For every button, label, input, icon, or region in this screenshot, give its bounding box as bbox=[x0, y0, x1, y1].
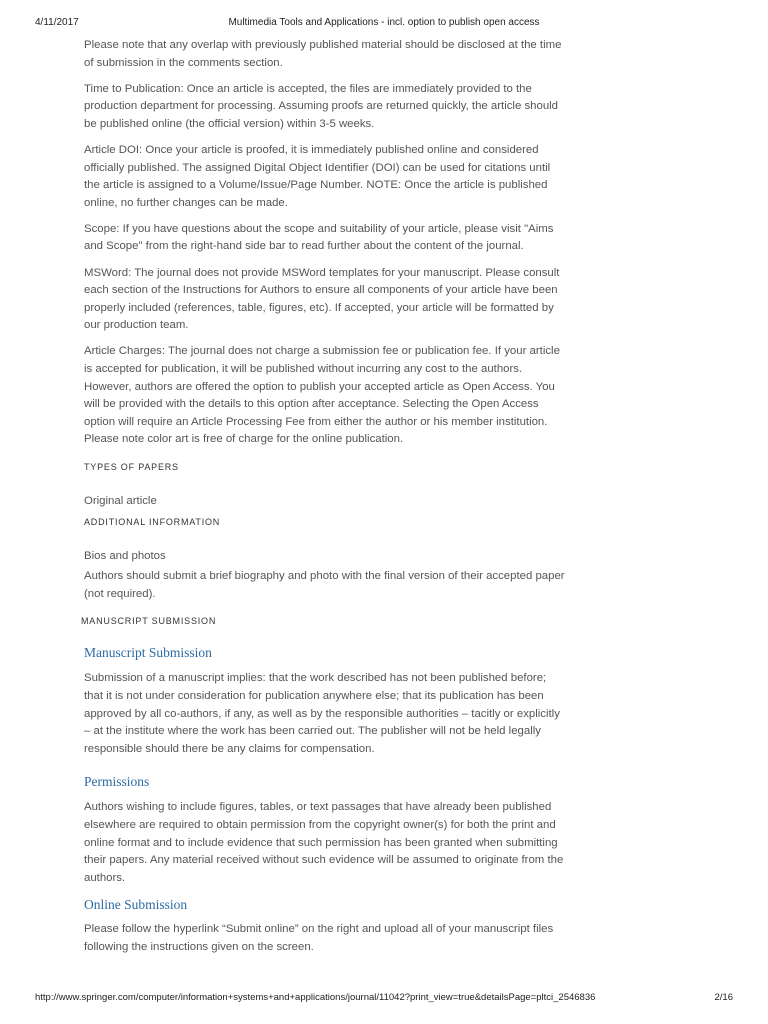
print-header bbox=[35, 17, 733, 31]
manuscript-submission-heading: Manuscript Submission bbox=[84, 645, 212, 661]
additional-information-label: ADDITIONAL INFORMATION bbox=[84, 516, 221, 527]
article-content bbox=[81, 37, 568, 965]
permissions-text: Authors wishing to include figures, tables, or text passages that have already been published elsewhere are required to obtain permission from the copyright owner(s) for both the print and online format and to include evidence that such permission has been granted when submitting their papers. Any material received without such evidence will be assumed to originate from the authors. bbox=[84, 801, 564, 884]
print-page-title: Multimedia Tools and Applications - incl. option to publish open access bbox=[228, 17, 540, 28]
bios-and-photos-text: Authors should submit a brief biography and photo with the final version of their accepted paper (not required). bbox=[84, 570, 565, 600]
overlap-note-paragraph: Please note that any overlap with previously published material should be disclosed at the time of submission in the comments section. bbox=[84, 39, 562, 69]
msword-paragraph: MSWord: The journal does not provide MSWord templates for your manuscript. Please consult each section of the Instructions for Authors to ensure all components of your article have been properly included (references, table, figures, etc). If accepted, your article will be formatted by our production team. bbox=[84, 266, 560, 332]
manuscript-submission-text: Submission of a manuscript implies: that the work described has not been published before; that it is not under consideration for publication anywhere else; that its publication has been approved by all co-authors, if any, as well as by the responsible authorities – tacitly or explicitly – at the institute where the work has been carried out. The publisher will not be held legally responsible should there be any claims for compensation. bbox=[84, 672, 560, 755]
online-submission-text: Please follow the hyperlink “Submit online” on the right and upload all of your manuscript files following the instructions given on the screen. bbox=[84, 923, 554, 953]
page-number: 2/16 bbox=[714, 992, 733, 1003]
article-charges-paragraph: Article Charges: The journal does not charge a submission fee or publication fee. If your article is accepted for publication, it will be published without incurring any cost to the authors. However, authors are offered the option to publish your accepted article as Open Access. You will be provided with the details to this option after acceptance. Selecting the Open Access option will require an Article Processing Fee from either the author or his member institution. Please note color art is free of charge for the online publication. bbox=[84, 345, 560, 446]
print-date: 4/11/2017 bbox=[35, 17, 79, 28]
types-of-papers-item: Original article bbox=[84, 494, 157, 507]
time-to-publication-paragraph: Time to Publication: Once an article is accepted, the files are immediately provided to the production department for processing. Assuming proofs are returned quickly, the article should be published online (the official version) within 3-5 weeks. bbox=[84, 82, 559, 130]
manuscript-submission-label: MANUSCRIPT SUBMISSION bbox=[81, 616, 217, 627]
online-submission-heading: Online Submission bbox=[84, 897, 188, 913]
print-footer bbox=[35, 992, 733, 1006]
scope-paragraph: Scope: If you have questions about the scope and suitability of your article, please visit "Aims and Scope" from the right-hand side bar to read further about the content of the journal. bbox=[84, 222, 554, 253]
article-doi-paragraph: Article DOI: Once your article is proofed, it is immediately published online and considered officially published. The assigned Digital Object Identifier (DOI) can be used for citations until the article is assigned to a Volume/Issue/Page Number. NOTE: Once the article is published online, no further changes can be made. bbox=[84, 143, 551, 209]
types-of-papers-label: TYPES OF PAPERS bbox=[84, 461, 179, 472]
page-url[interactable]: http://www.springer.com/computer/information+systems+and+applications/journal/11042?print_view=true&detailsPage=pltci_2546836 bbox=[35, 992, 596, 1003]
permissions-heading: Permissions bbox=[84, 774, 150, 790]
bios-and-photos-subtitle: Bios and photos bbox=[84, 549, 166, 562]
